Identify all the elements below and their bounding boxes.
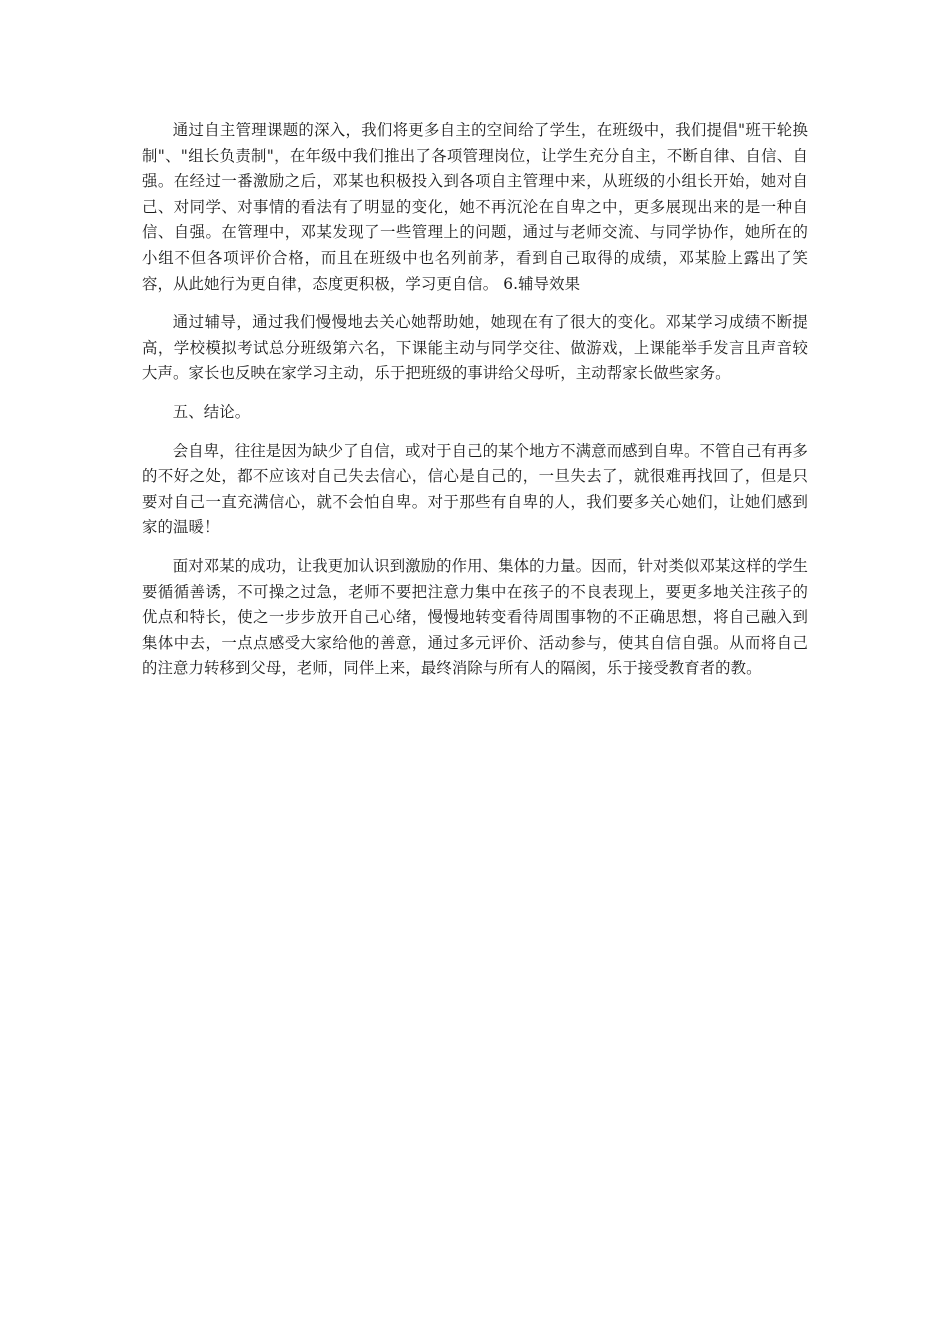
paragraph-inferiority: 会自卑，往往是因为缺少了自信，或对于自己的某个地方不满意而感到自卑。不管自己有再多的不好之处，都不应该对自己失去信心，信心是自己的，一旦失去了，就很难再找回了，但是只要对自己一直充满信心，就不会怕自卑。对于那些有自卑的人，我们要多关心她们，让她们感到家的温暖！ xyxy=(142,441,808,537)
paragraph-success-reflection: 面对邓某的成功，让我更加认识到激励的作用、集体的力量。因而，针对类似邓某这样的学生要循循善诱，不可操之过急，老师不要把注意力集中在孩子的不良表现上，要更多地关注孩子的优点和特长，使之一步步放开自己心绪，慢慢地转变看待周围事物的不正确思想，将自己融入到集体中去，一点点感受大家给他的善意，通过多元评价、活动参与，使其自信自强。从而将自己的注意力转移到父母，老师，同伴上来，最终消除与所有人的隔阂，乐于接受教育者的教。 xyxy=(142,556,808,678)
section-heading-conclusion: 五、结论。 xyxy=(172,402,251,421)
paragraph-counseling-effect: 通过辅导，通过我们慢慢地去关心她帮助她，她现在有了很大的变化。邓某学习成绩不断提高，学校模拟考试总分班级第六名，下课能主动与同学交往、做游戏，上课能举手发言且声音较大声。家长也反映在家学习主动，乐于把班级的事讲给父母听，主动帮家长做些家务。 xyxy=(142,313,808,383)
document-page xyxy=(142,118,808,682)
paragraph-self-management: 通过自主管理课题的深入，我们将更多自主的空间给了学生，在班级中，我们提倡"班干轮换制"、"组长负责制"，在年级中我们推出了各项管理岗位，让学生充分自主，不断自律、自信、自强。在经过一番激励之后，邓某也积极投入到各项自主管理中来，从班级的小组长开始，她对自己、对同学、对事情的看法有了明显的变化，她不再沉沦在自卑之中，更多展现出来的是一种自信、自强。在管理中，邓某发现了一些管理上的问题，通过与老师交流、与同学协作，她所在的小组不但各项评价合格，而且在班级中也名列前茅，看到自己取得的成绩，邓某脸上露出了笑容，从此她行为更自律，态度更积极，学习更自信。 6.辅导效果 xyxy=(142,121,808,293)
